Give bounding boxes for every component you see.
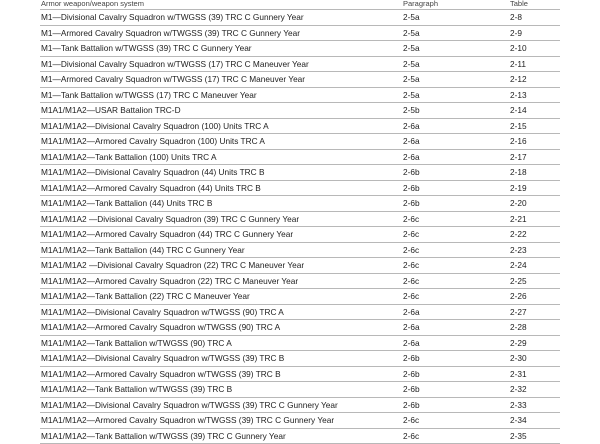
row-table-cell: 2-23 (510, 243, 527, 257)
row-table-cell: 2-11 (510, 57, 526, 71)
table-body (40, 9, 560, 444)
table-header-row (40, 0, 560, 9)
row-table-cell: 2-31 (510, 367, 527, 381)
row-system-cell: M1A1/M1A2 —Divisional Cavalry Squadron (22) TRC C Maneuver Year (41, 258, 304, 272)
row-system-cell: M1A1/M1A2—Tank Battalion w/TWGSS (90) TRC A (41, 336, 232, 350)
row-system-cell: M1A1/M1A2—Armored Cavalry Squadron (44) Units TRC B (41, 181, 261, 195)
row-table-cell: 2-25 (510, 274, 527, 288)
row-system-cell: M1A1/M1A2—Armored Cavalry Squadron (44) TRC C Gunnery Year (41, 227, 293, 241)
table-row (40, 164, 560, 180)
row-table-cell: 2-30 (510, 351, 527, 365)
table-row (40, 319, 560, 335)
row-paragraph-cell: 2-5b (403, 103, 420, 117)
row-system-cell: M1—Armored Cavalry Squadron w/TWGSS (39) TRC C Gunnery Year (41, 26, 300, 40)
row-paragraph-cell: 2-6c (403, 243, 419, 257)
row-system-cell: M1—Armored Cavalry Squadron w/TWGSS (17) TRC C Maneuver Year (41, 72, 305, 86)
table-row (40, 87, 560, 103)
row-paragraph-cell: 2-5a (403, 41, 420, 55)
row-paragraph-cell: 2-5a (403, 57, 420, 71)
row-table-cell: 2-27 (510, 305, 527, 319)
row-table-cell: 2-8 (510, 10, 522, 24)
row-table-cell: 2-12 (510, 72, 527, 86)
row-system-cell: M1A1/M1A2—Divisional Cavalry Squadron w/TWGSS (39) TRC B (41, 351, 284, 365)
row-paragraph-cell: 2-6c (403, 413, 419, 427)
table-row (40, 335, 560, 351)
row-table-cell: 2-33 (510, 398, 527, 412)
table-row (40, 149, 560, 165)
row-table-cell: 2-19 (510, 181, 527, 195)
row-paragraph-cell: 2-6c (403, 258, 419, 272)
table-row (40, 412, 560, 428)
row-system-cell: M1A1/M1A2—Armored Cavalry Squadron w/TWGSS (39) TRC C Gunnery Year (41, 413, 334, 427)
table-row (40, 180, 560, 196)
table-row (40, 9, 560, 25)
row-paragraph-cell: 2-6b (403, 196, 420, 210)
row-table-cell: 2-24 (510, 258, 527, 272)
table-row (40, 257, 560, 273)
row-table-cell: 2-15 (510, 119, 527, 133)
table-row (40, 40, 560, 56)
row-system-cell: M1A1/M1A2—Divisional Cavalry Squadron (100) Units TRC A (41, 119, 269, 133)
table-row (40, 288, 560, 304)
row-table-cell: 2-29 (510, 336, 527, 350)
row-table-cell: 2-35 (510, 429, 527, 443)
table-row (40, 211, 560, 227)
row-table-cell: 2-28 (510, 320, 527, 334)
row-system-cell: M1A1/M1A2—USAR Battalion TRC-D (41, 103, 181, 117)
row-table-cell: 2-13 (510, 88, 527, 102)
row-table-cell: 2-9 (510, 26, 522, 40)
row-system-cell: M1A1/M1A2—Armored Cavalry Squadron (22) TRC C Maneuver Year (41, 274, 298, 288)
row-table-cell: 2-22 (510, 227, 527, 241)
row-paragraph-cell: 2-6c (403, 429, 419, 443)
row-system-cell: M1—Tank Battalion w/TWGSS (39) TRC C Gunnery Year (41, 41, 252, 55)
row-system-cell: M1—Divisional Cavalry Squadron w/TWGSS (17) TRC C Maneuver Year (41, 57, 309, 71)
row-table-cell: 2-21 (510, 212, 527, 226)
row-table-cell: 2-20 (510, 196, 527, 210)
row-table-cell: 2-34 (510, 413, 527, 427)
table-row (40, 428, 560, 444)
row-paragraph-cell: 2-5a (403, 72, 420, 86)
table-row (40, 350, 560, 366)
row-system-cell: M1A1/M1A2—Tank Battalion (100) Units TRC A (41, 150, 217, 164)
row-system-cell: M1A1/M1A2—Divisional Cavalry Squadron w/TWGSS (90) TRC A (41, 305, 284, 319)
row-system-cell: M1—Tank Battalion w/TWGSS (17) TRC C Maneuver Year (41, 88, 257, 102)
row-system-cell: M1A1/M1A2—Tank Battalion (22) TRC C Maneuver Year (41, 289, 250, 303)
row-system-cell: M1A1/M1A2—Tank Battalion w/TWGSS (39) TRC C Gunnery Year (41, 429, 286, 443)
row-system-cell: M1A1/M1A2—Tank Battalion (44) TRC C Gunnery Year (41, 243, 245, 257)
row-table-cell: 2-17 (510, 150, 527, 164)
header-system: Armor weapon/weapon system (41, 0, 144, 8)
row-paragraph-cell: 2-6c (403, 212, 419, 226)
row-paragraph-cell: 2-6b (403, 398, 420, 412)
row-paragraph-cell: 2-6a (403, 320, 420, 334)
row-system-cell: M1A1/M1A2—Armored Cavalry Squadron w/TWGSS (90) TRC A (41, 320, 280, 334)
row-table-cell: 2-14 (510, 103, 527, 117)
table-row (40, 71, 560, 87)
row-table-cell: 2-18 (510, 165, 527, 179)
row-paragraph-cell: 2-6c (403, 227, 419, 241)
row-paragraph-cell: 2-6a (403, 150, 420, 164)
table-row (40, 118, 560, 134)
row-paragraph-cell: 2-6b (403, 382, 420, 396)
row-table-cell: 2-26 (510, 289, 527, 303)
row-system-cell: M1A1/M1A2 —Divisional Cavalry Squadron (39) TRC C Gunnery Year (41, 212, 299, 226)
row-paragraph-cell: 2-6b (403, 165, 420, 179)
table-row (40, 304, 560, 320)
table-row (40, 133, 560, 149)
row-system-cell: M1A1/M1A2—Divisional Cavalry Squadron (44) Units TRC B (41, 165, 265, 179)
row-system-cell: M1A1/M1A2—Divisional Cavalry Squadron w/TWGSS (39) TRC C Gunnery Year (41, 398, 338, 412)
table-row (40, 56, 560, 72)
table-row (40, 242, 560, 258)
row-paragraph-cell: 2-5a (403, 10, 420, 24)
row-system-cell: M1A1/M1A2—Tank Battalion (44) Units TRC B (41, 196, 212, 210)
row-system-cell: M1—Divisional Cavalry Squadron w/TWGSS (39) TRC C Gunnery Year (41, 10, 304, 24)
header-table: Table (510, 0, 528, 8)
table-row (40, 366, 560, 382)
row-system-cell: M1A1/M1A2—Armored Cavalry Squadron (100) Units TRC A (41, 134, 265, 148)
row-system-cell: M1A1/M1A2—Tank Battalion w/TWGSS (39) TRC B (41, 382, 232, 396)
table-row (40, 25, 560, 41)
row-table-cell: 2-16 (510, 134, 527, 148)
row-paragraph-cell: 2-6b (403, 351, 420, 365)
table-row (40, 195, 560, 211)
row-paragraph-cell: 2-6b (403, 367, 420, 381)
row-paragraph-cell: 2-6a (403, 305, 420, 319)
row-paragraph-cell: 2-5a (403, 88, 420, 102)
row-paragraph-cell: 2-6c (403, 274, 419, 288)
row-paragraph-cell: 2-6b (403, 181, 420, 195)
table-row (40, 273, 560, 289)
row-system-cell: M1A1/M1A2—Armored Cavalry Squadron w/TWGSS (39) TRC B (41, 367, 281, 381)
row-paragraph-cell: 2-6c (403, 289, 419, 303)
row-table-cell: 2-32 (510, 382, 527, 396)
row-table-cell: 2-10 (510, 41, 527, 55)
header-paragraph: Paragraph (403, 0, 438, 8)
table-row (40, 102, 560, 118)
table-row (40, 397, 560, 413)
row-paragraph-cell: 2-5a (403, 26, 420, 40)
row-paragraph-cell: 2-6a (403, 336, 420, 350)
row-paragraph-cell: 2-6a (403, 119, 420, 133)
table-row (40, 226, 560, 242)
table-row (40, 381, 560, 397)
row-paragraph-cell: 2-6a (403, 134, 420, 148)
